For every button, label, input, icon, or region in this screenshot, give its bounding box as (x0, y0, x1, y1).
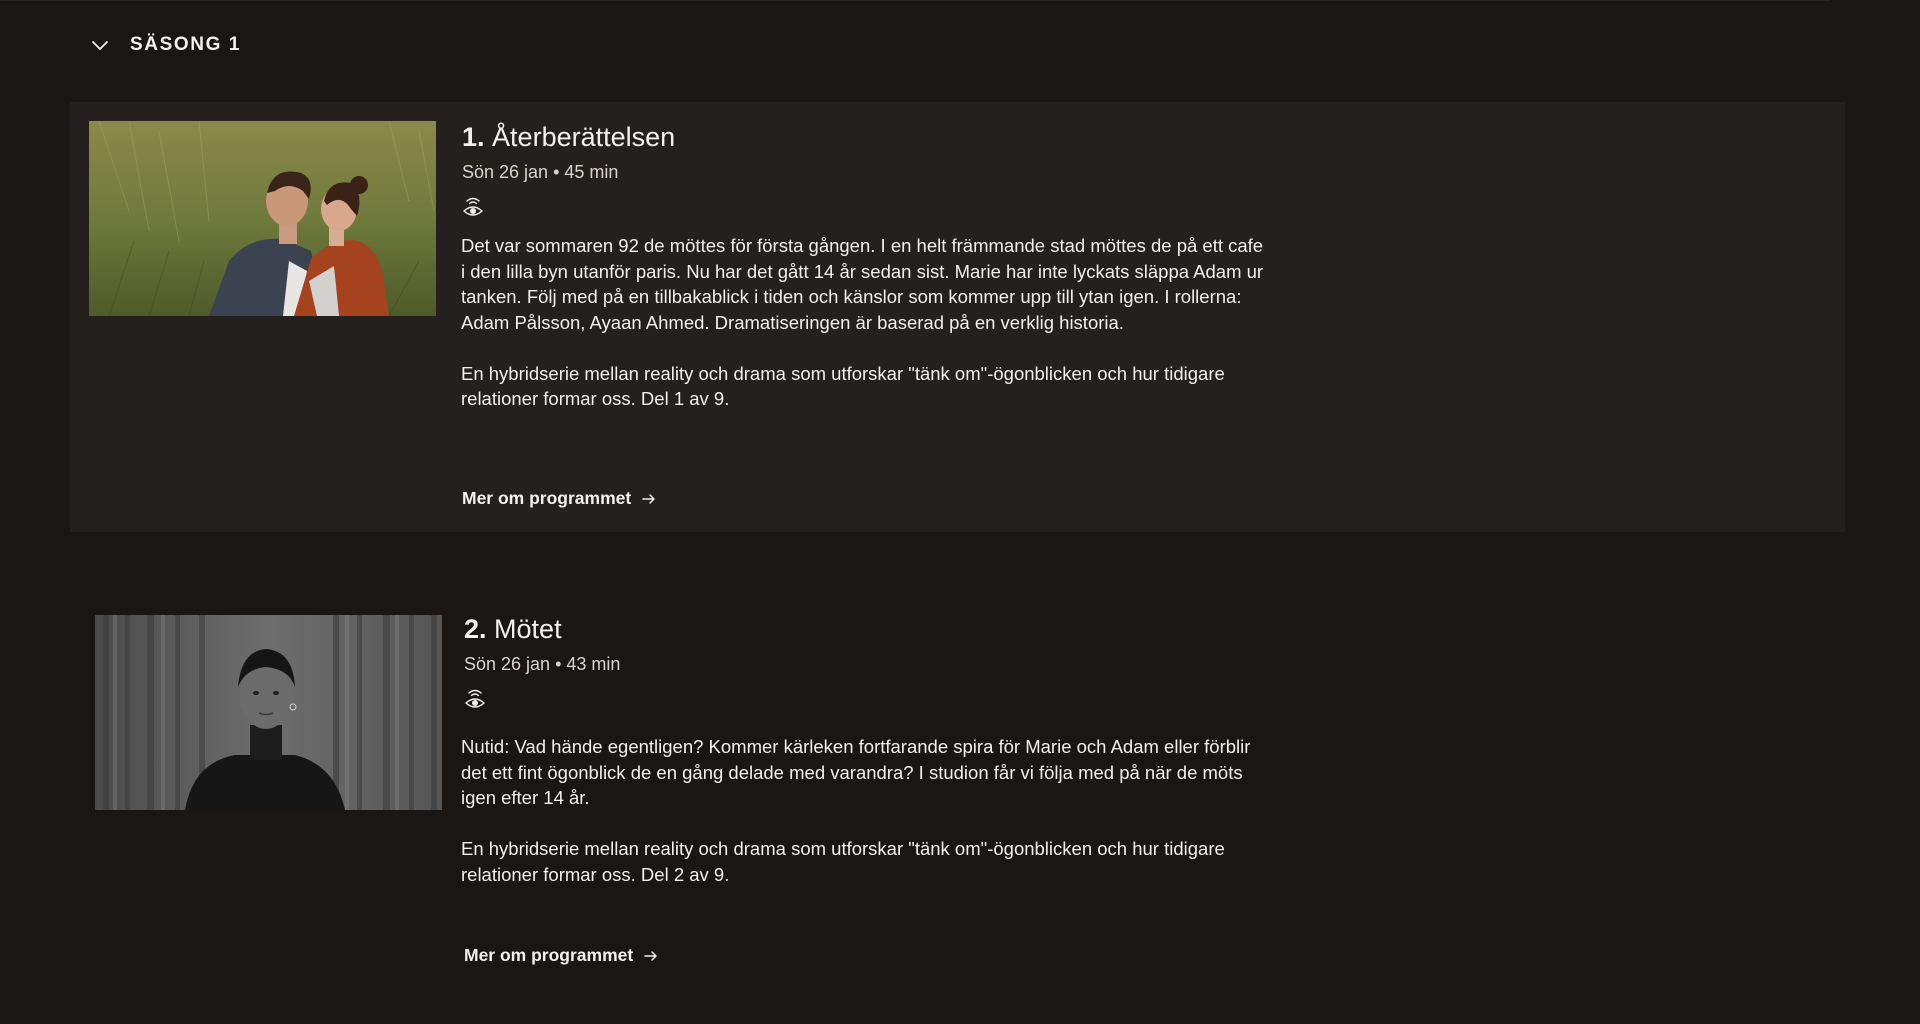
episode-description (461, 734, 1271, 887)
link-label: Mer om programmet (462, 488, 632, 508)
description-paragraph: Nutid: Vad hände egentligen? Kommer kärleken fortfarande spira för Marie och Adam eller förblir det ett fint ögonblick de en gång delade med varandra? I studion får vi följa med på när de möts igen efter 14 år. (461, 736, 1251, 808)
audio-description-eye-icon (461, 196, 485, 220)
description-paragraph: En hybridserie mellan reality och drama som utforskar "tänk om"-ögonblicken och hur tidigare relationer formar oss. Del 1 av 9. (461, 362, 1225, 409)
chevron-down-icon (90, 35, 110, 55)
episode-name: Mötet (494, 614, 562, 644)
arrow-right-icon (643, 948, 659, 964)
episode-card[interactable] (70, 102, 1845, 532)
link-label: Mer om programmet (464, 945, 634, 965)
episode-number: 1. (462, 122, 485, 152)
episode-thumbnail[interactable] (95, 615, 442, 810)
arrow-right-icon (641, 491, 657, 507)
description-paragraph: En hybridserie mellan reality och drama som utforskar "tänk om"-ögonblicken och hur tidigare relationer formar oss. Del 2 av 9. (461, 838, 1225, 885)
more-about-program-link[interactable] (464, 945, 659, 966)
episode-description (461, 233, 1271, 412)
episode-number: 2. (464, 614, 487, 644)
audio-description-eye-icon (463, 688, 487, 712)
episode-card[interactable] (70, 595, 1845, 1024)
episode-title[interactable] (464, 614, 562, 645)
episode-thumbnail[interactable] (89, 121, 436, 316)
episode-meta: Sön 26 jan • 43 min (464, 654, 621, 674)
more-about-program-link[interactable] (462, 488, 657, 509)
episode-meta: Sön 26 jan • 45 min (462, 162, 619, 182)
season-title: SÄSONG 1 (130, 34, 241, 55)
top-divider (0, 0, 1830, 1)
episode-name: Återberättelsen (492, 122, 676, 152)
episode-title[interactable] (462, 122, 675, 153)
season-toggle[interactable] (90, 30, 241, 60)
description-paragraph: Det var sommaren 92 de möttes för första gången. I en helt främmande stad möttes de på ett cafe i den lilla byn utanför paris. Nu har det gått 14 år sedan sist. Marie har inte lyckats släppa Adam ur tanken. Följ med på en tillbakablick i tiden och känslor som kommer upp till ytan igen. I rollerna: Adam Pålsson, Ayaan Ahmed. Dramatiseringen är baserad på en verklig historia. (461, 235, 1264, 333)
